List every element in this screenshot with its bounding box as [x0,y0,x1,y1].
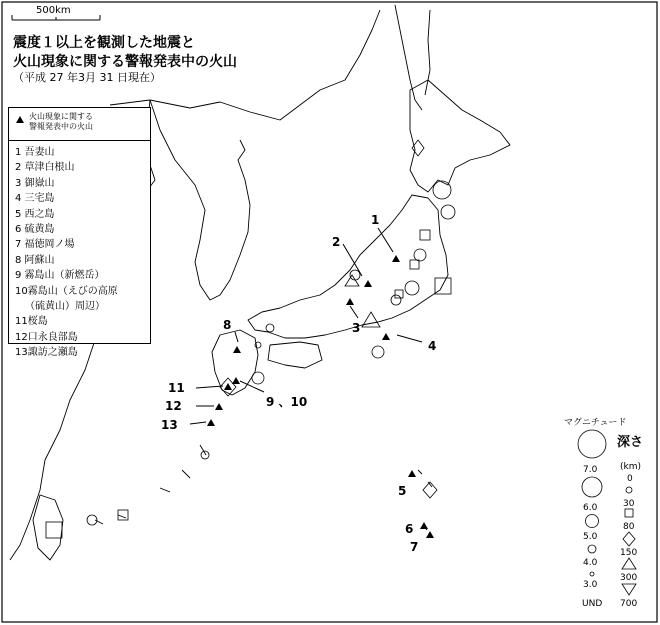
volcano-label-4: 4 [428,339,437,353]
legend-symbol-label-line1: 火山現象に関する [29,112,93,121]
volcano-symbol-icon [16,116,24,123]
volcano-list-item: 8 阿蘇山 [15,254,55,266]
depth-legend-title: 深さ [617,435,644,450]
depth-80-label: 80 [623,522,635,532]
volcano-legend [8,107,151,359]
volcano-label-8: 8 [223,318,232,332]
depth-300-label: 300 [620,573,638,583]
magnitude-4-label: 4.0 [583,558,598,568]
volcano-label-11: 11 [168,381,185,395]
volcano-label-7: 7 [410,540,419,554]
volcano-list-item: （硫黄山）周辺） [25,301,105,313]
volcano-list-item: 6 硫黄島 [15,224,55,236]
depth-30-label: 30 [623,499,635,509]
volcano-list-item: 1 吾妻山 [15,147,55,158]
depth-0-label: 0 [627,474,633,484]
magnitude-5-label: 5.0 [583,532,598,542]
volcano-list-item: 4 三宅島 [15,193,55,205]
volcano-list-item: 11桜島 [15,316,48,328]
volcano-list [9,141,150,361]
map-title-line1: 震度１以上を観測した地震と [13,35,195,51]
volcano-label-12: 12 [165,399,182,413]
depth-150-label: 150 [620,548,638,558]
volcano-label-3: 3 [352,321,361,335]
magnitude-legend-title: マグニチュード [564,418,627,428]
volcano-label-6: 6 [405,522,414,536]
volcano-label-2: 2 [332,235,341,249]
volcano-list-item: 7 福徳岡ノ場 [15,239,75,251]
volcano-label-1: 1 [371,213,380,227]
volcano-label-9-10: 9 、10 [266,395,308,409]
magnitude-7-label: 7.0 [583,465,598,475]
scale-label: 500km [36,5,71,16]
map-title-line2: 火山現象に関する警報発表中の火山 [13,54,237,70]
depth-700-label: 700 [620,599,638,609]
volcano-list-item: 10霧島山（えびの高原 [15,285,118,297]
volcano-list-item: 9 霧島山（新燃岳） [15,270,105,282]
volcano-label-5: 5 [398,484,407,498]
volcano-label-13: 13 [161,418,178,432]
legend-symbol-label [29,112,93,132]
volcano-list-item: 12口永良部島 [15,331,78,343]
volcano-list-item: 13諏訪之瀬島 [15,347,78,359]
legend-symbol-label-line2: 警報発表中の火山 [29,122,93,131]
depth-unit: (km) [620,462,642,472]
und-label: UND [582,599,603,609]
volcano-list-item: 2 草津白根山 [15,162,75,174]
date-line: （平成 27 年3月 31 日現在） [13,71,161,84]
magnitude-6-label: 6.0 [583,503,598,513]
volcano-list-item: 5 西之島 [15,208,55,220]
legend-symbol-row [9,108,150,141]
volcano-list-item: 3 御嶽山 [15,177,55,189]
magnitude-3-label: 3.0 [583,580,598,590]
